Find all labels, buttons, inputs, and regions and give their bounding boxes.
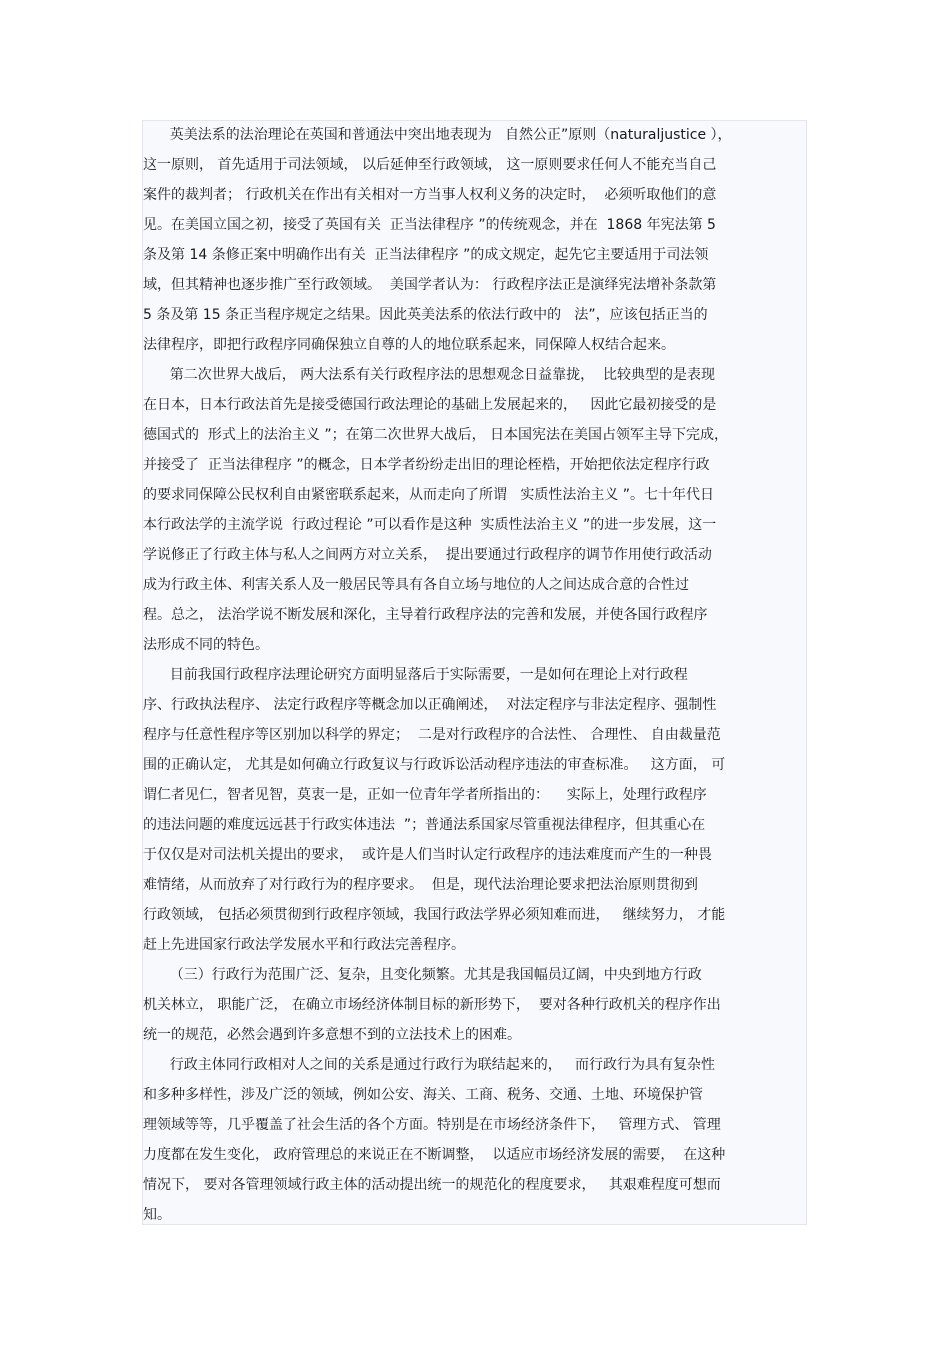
text-line: 行政主体同行政相对人之间的关系是通过行政行为联结起来的， 而行政行为具有复杂性 [143, 1057, 716, 1073]
text-line: 学说修正了行政主体与私人之间两方对立关系， 提出要通过行政程序的调节作用使行政活动 [143, 547, 712, 563]
text-line: 统一的规范，必然会遇到许多意想不到的立法技术上的困难。 [143, 1027, 521, 1043]
text-line: 案件的裁判者； 行政机关在作出有关相对一方当事人权利义务的决定时， 必须听取他们的意 [143, 187, 717, 203]
text-line: 理领域等等，几乎覆盖了社会生活的各个方面。特别是在市场经济条件下， 管理方式、 管理 [143, 1117, 721, 1133]
text-line: 力度都在发生变化， 政府管理总的来说正在不断调整， 以适应市场经济发展的需要， 在这种 [143, 1147, 726, 1163]
text-line: 围的正确认定， 尤其是如何确立行政复议与行政诉讼活动程序违法的审查标准。 这方面， 可 [143, 757, 726, 773]
text-line: 程。总之， 法治学说不断发展和深化，主导着行政程序法的完善和发展，并使各国行政程序 [143, 607, 708, 623]
text-line: 赶上先进国家行政法学发展水平和行政法完善程序。 [143, 937, 465, 953]
text-line: 见。在美国立国之初，接受了英国有关 正当法律程序 ”的传统观念，并在 1868 年宪法第 5 [143, 217, 716, 233]
text-line: 在日本，日本行政法首先是接受德国行政法理论的基础上发展起来的， 因此它最初接受的是 [143, 397, 717, 413]
text-line: 机关林立， 职能广泛， 在确立市场经济体制目标的新形势下， 要对各种行政机关的程序作出 [143, 997, 721, 1013]
text-line: 的违法问题的难度远远甚于行政实体违法 ”；普通法系国家尽管重视法律程序，但其重心在 [143, 817, 706, 833]
text-line: 德国式的 形式上的法治主义 ”；在第二次世界大战后， 日本国宪法在美国占领军主导下完成， [143, 427, 729, 443]
text-line: 行政领域， 包括必须贯彻到行政程序领域，我国行政法学界必须知难而进， 继续努力， 才能 [143, 907, 726, 923]
text-line: 谓仁者见仁，智者见智，莫衷一是，正如一位青年学者所指出的： 实际上，处理行政程序 [143, 787, 707, 803]
text-line: 法形成不同的特色。 [143, 637, 269, 653]
text-line: 这一原则， 首先适用于司法领域， 以后延伸至行政领域， 这一原则要求任何人不能充当自己 [143, 157, 717, 173]
text-line: 和多种多样性，涉及广泛的领域，例如公安、海关、工商、税务、交通、土地、环境保护管 [143, 1087, 703, 1103]
text-line: 成为行政主体、利害关系人及一般居民等具有各自立场与地位的人之间达成合意的合性过 [143, 577, 689, 593]
text-line: 目前我国行政程序法理论研究方面明显落后于实际需要，一是如何在理论上对行政程 [143, 667, 688, 683]
text-line: 域，但其精神也逐步推广至行政领域。 美国学者认为： 行政程序法正是演绎宪法增补条款第 [143, 277, 717, 293]
text-line: 于仅仅是对司法机关提出的要求， 或许是人们当时认定行政程序的违法难度而产生的一种畏 [143, 847, 712, 863]
text-line: 条及第 14 条修正案中明确作出有关 正当法律程序 ”的成文规定，起先它主要适用于司法领 [143, 247, 709, 263]
text-line: 法律程序，即把行政程序同确保独立自尊的人的地位联系起来，同保障人权结合起来。 [143, 337, 675, 353]
text-line: 程序与任意性程序等区别加以科学的界定； 二是对行政程序的合法性、 合理性、 自由裁量范 [143, 727, 721, 743]
text-line: 英美法系的法治理论在英国和普通法中突出地表现为 自然公正”原则（naturaljustice ）， [143, 127, 732, 143]
text-line: 序、行政执法程序、 法定行政程序等概念加以正确阐述， 对法定程序与非法定程序、强制性 [143, 697, 717, 713]
text-line: （三）行政行为范围广泛、复杂，且变化频繁。尤其是我国幅员辽阔，中央到地方行政 [143, 967, 702, 983]
text-line: 并接受了 正当法律程序 ”的概念，日本学者纷纷走出旧的理论桎梏，开始把依法定程序行政 [143, 457, 710, 473]
text-line: 难情绪，从而放弃了对行政行为的程序要求。 但是，现代法治理论要求把法治原则贯彻到 [143, 877, 698, 893]
text-line: 的要求同保障公民权利自由紧密联系起来，从而走向了所谓 实质性法治主义 ”。七十年代日 [143, 487, 715, 503]
text-line: 知。 [143, 1207, 171, 1223]
text-line: 5 条及第 15 条正当程序规定之结果。因此英美法系的依法行政中的 法”，应该包括正当的 [143, 307, 708, 323]
text-line: 第二次世界大战后， 两大法系有关行政程序法的思想观念日益靠拢， 比较典型的是表现 [143, 367, 716, 383]
text-line: 本行政法学的主流学说 行政过程论 ”可以看作是这种 实质性法治主义 ”的进一步发展，这一 [143, 517, 717, 533]
text-line: 情况下， 要对各管理领域行政主体的活动提出统一的规范化的程度要求， 其艰难程度可想而 [143, 1177, 721, 1193]
